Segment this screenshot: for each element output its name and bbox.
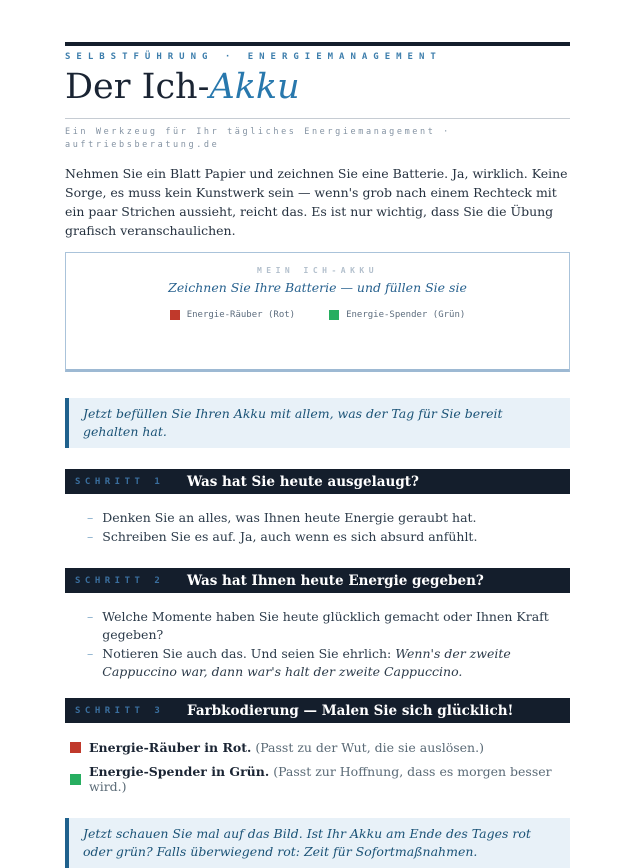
step1-bar: [65, 469, 570, 494]
step2-label: SCHRITT 2: [75, 575, 165, 586]
green-swatch-icon: [329, 310, 339, 320]
legend-label: Energie-Räuber (Rot): [186, 310, 296, 321]
list-item-text: Welche Momente haben Sie heute glücklich gemacht oder Ihnen Kraft gegeben?: [102, 609, 549, 643]
color-rule-note: (Passt zu der Wut, die sie auslösen.): [255, 740, 484, 756]
dash-bullet: –: [87, 510, 94, 526]
page-title-regular: Der Ich-: [65, 67, 210, 107]
page-subtitle: Ein Werkzeug für Ihr tägliches Energiemanagement · auftriebsberatung.de: [65, 127, 451, 151]
list-item-text: Denken Sie an alles, was Ihnen heute Energie geraubt hat.: [102, 510, 477, 526]
dash-bullet: –: [87, 529, 94, 545]
color-rule-text: [89, 740, 484, 755]
step1-heading: Was hat Sie heute ausgelaugt?: [187, 473, 419, 490]
color-rule-bold: Energie-Räuber in Rot.: [89, 740, 252, 756]
canvas-box-caption: Zeichnen Sie Ihre Batterie — und füllen Sie sie: [168, 280, 467, 296]
dash-bullet: –: [87, 646, 94, 662]
list-item: [87, 528, 570, 546]
list-item-text: Schreiben Sie es auf. Ja, auch wenn es sich absurd anfühlt.: [102, 529, 478, 545]
step1-label: SCHRITT 1: [75, 476, 165, 487]
battery-canvas-box: [65, 252, 570, 372]
green-swatch-icon: [70, 774, 81, 785]
step2-heading: Was hat Ihnen heute Energie gegeben?: [187, 572, 484, 589]
legend-item-spender: [329, 310, 465, 320]
callout-final: Jetzt schauen Sie mal auf das Bild. Ist Ihr Akku am Ende des Tages rot oder grün? Falls überwiegend rot: Zeit für Sofortmaßnahmen.: [65, 818, 570, 868]
step2-bar: [65, 568, 570, 593]
color-rule-bold: Energie-Spender in Grün.: [89, 764, 270, 780]
canvas-legend: [66, 310, 569, 320]
eyebrow-label: SELBSTFÜHRUNG · ENERGIEMANAGEMENT: [65, 52, 442, 62]
color-rule-green: [70, 764, 570, 794]
list-item: [87, 645, 570, 681]
list-item-text-italic: Wenn's der zweite Cappuccino war, dann war's halt der zweite Cappuccino.: [102, 646, 511, 680]
callout-intro: Jetzt befüllen Sie Ihren Akku mit allem, was der Tag für Sie bereit gehalten hat.: [65, 398, 570, 448]
color-rules: [65, 740, 570, 794]
list-item-text: [102, 645, 570, 681]
dash-bullet: –: [87, 609, 94, 625]
legend-label: Energie-Spender (Grün): [346, 310, 466, 321]
color-rule-note: (Passt zur Hoffnung, dass es morgen besser wird.): [89, 764, 552, 795]
top-accent-rule: [65, 42, 570, 46]
color-rule-text: [89, 764, 570, 794]
red-swatch-icon: [170, 310, 180, 320]
header-divider: [65, 118, 570, 119]
step3-bar: [65, 698, 570, 723]
list-item-text-regular: Notieren Sie auch das. Und seien Sie ehrlich:: [102, 646, 396, 662]
page-title: [65, 67, 570, 107]
canvas-box-label: MEIN ICH-AKKU: [256, 266, 379, 276]
red-swatch-icon: [70, 742, 81, 753]
list-item: [87, 608, 570, 644]
legend-item-raeuber: [170, 310, 295, 320]
page-title-accent: Akku: [209, 67, 300, 107]
step3-heading: Farbkodierung — Malen Sie sich glücklich!: [187, 702, 514, 719]
step2-list: [65, 608, 570, 681]
intro-paragraph: Nehmen Sie ein Blatt Papier und zeichnen Sie eine Batterie. Ja, wirklich. Keine Sorge, es muss kein Kunstwerk sein — wenn's grob nach einem Rechteck mit ein paar Strichen aussieht, reicht das. Es ist nur wichtig, dass Sie die Übung grafisch veranschaulichen.: [65, 165, 568, 238]
list-item: [87, 509, 570, 527]
step1-list: [65, 509, 570, 546]
step3-label: SCHRITT 3: [75, 705, 165, 716]
color-rule-red: [70, 740, 570, 755]
